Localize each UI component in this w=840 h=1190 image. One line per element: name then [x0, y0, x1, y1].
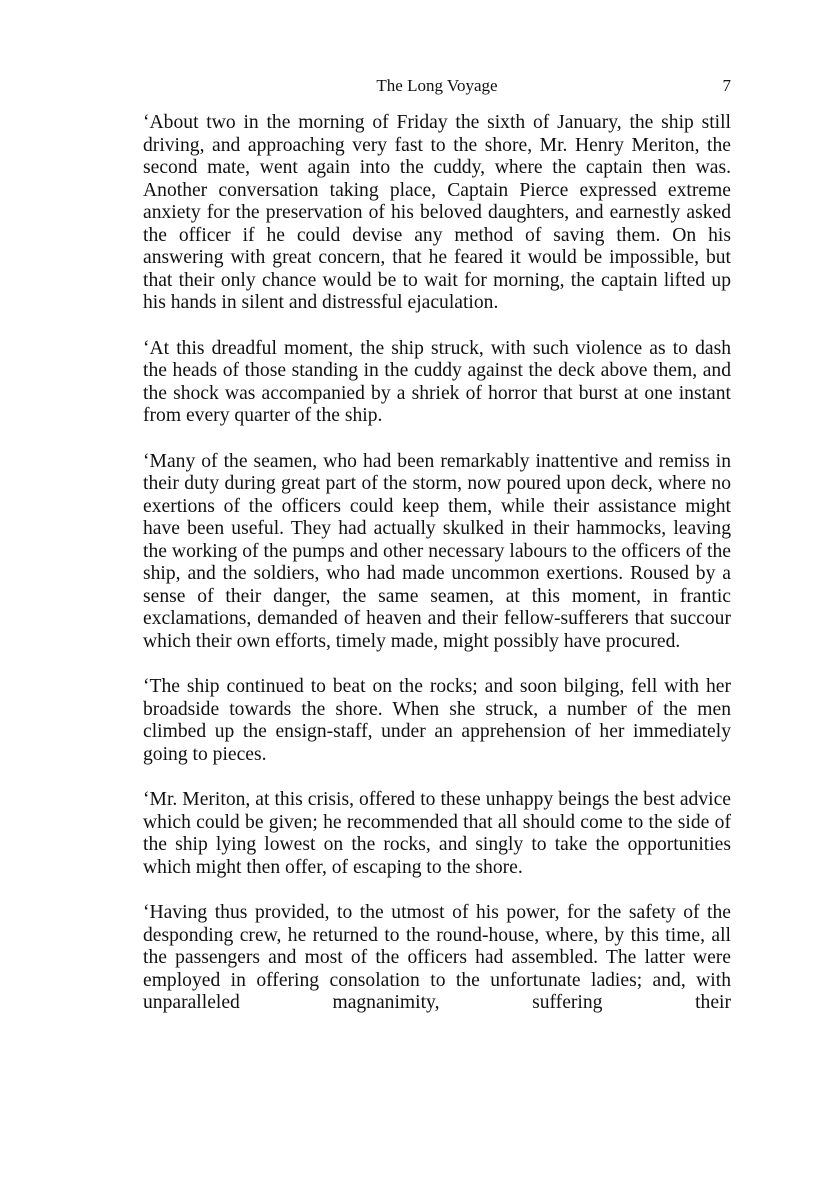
body-text [143, 112, 731, 1038]
paragraph: ‘The ship continued to beat on the rocks; and soon bilging, fell with her broadside towards the shore. When she struck, a number of the men climbed up the ensign-staff, under an apprehension of her immediately going to pieces. [143, 676, 731, 765]
running-head [143, 74, 731, 98]
paragraph: ‘Many of the seamen, who had been remarkably inattentive and remiss in their duty during great part of the storm, now poured upon deck, where no exertions of the officers could keep them, while their assistance might have been useful. They had actually skulked in their hammocks, leaving the working of the pumps and other necessary labours to the officers of the ship, and the soldiers, who had made uncommon exertions. Roused by a sense of their danger, the same seamen, at this moment, in frantic exclamations, demanded of heaven and their fellow-sufferers that succour which their own efforts, timely made, might possibly have procured. [143, 450, 731, 652]
paragraph: ‘Mr. Meriton, at this crisis, offered to these unhappy beings the best advice which could be given; he recommended that all should come to the side of the ship lying lowest on the rocks, and singly to take the opportunities which might then offer, of escaping to the shore. [143, 789, 731, 878]
paragraph: ‘Having thus provided, to the utmost of his power, for the safety of the desponding crew, he returned to the round-house, where, by this time, all the passengers and most of the officers had assembled. The latter were employed in offering consolation to the unfortunate ladies; and, with unparalleled magnanimity, suffering their [143, 902, 731, 1013]
running-title: The Long Voyage [376, 76, 498, 95]
page-number: 7 [722, 76, 731, 95]
paragraph: ‘About two in the morning of Friday the sixth of January, the ship still driving, and approaching very fast to the shore, Mr. Henry Meriton, the second mate, went again into the cuddy, where the captain then was. Another conversation taking place, Captain Pierce expressed extreme anxiety for the preservation of his beloved daughters, and earnestly asked the officer if he could devise any method of saving them. On his answering with great concern, that he feared it would be impossible, but that their only chance would be to wait for morning, the captain lifted up his hands in silent and distressful ejaculation. [143, 112, 731, 313]
paragraph: ‘At this dreadful moment, the ship struck, with such violence as to dash the heads of those standing in the cuddy against the deck above them, and the shock was accompanied by a shriek of horror that burst at one instant from every quarter of the ship. [143, 337, 731, 426]
